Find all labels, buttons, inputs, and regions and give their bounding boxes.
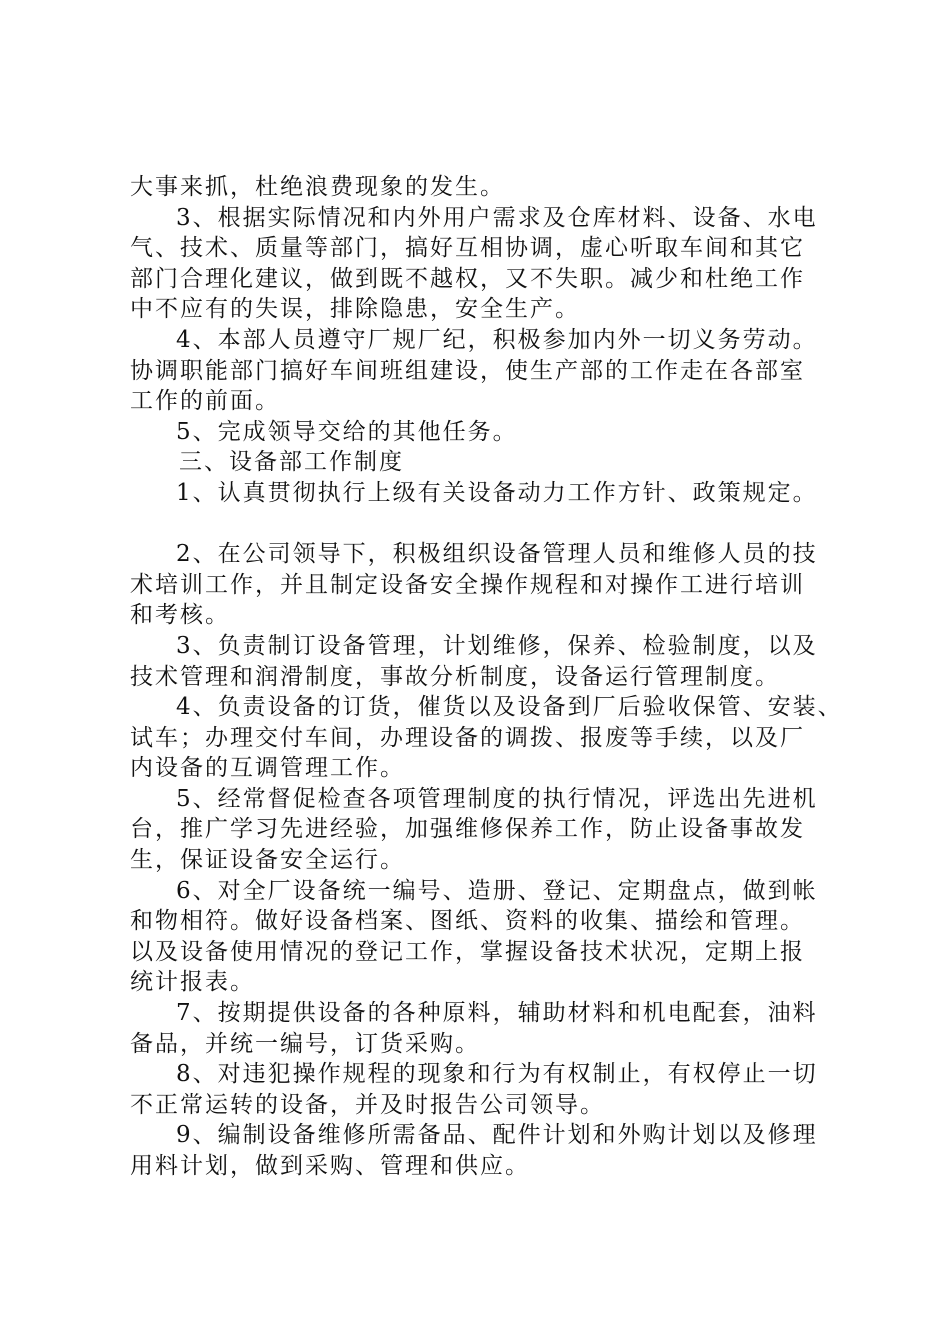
text-line: 和物相符。做好设备档案、图纸、资料的收集、描绘和管理。 (130, 908, 805, 935)
paragraph-start-line: 3、负责制订设备管理，计划维修，保养、检验制度，以及 (176, 632, 818, 659)
text-line: 用料计划，做到采购、管理和供应。 (130, 1153, 530, 1179)
text-line: 大事来抓，杜绝浪费现象的发生。 (130, 174, 505, 200)
paragraph-start-line: 3、根据实际情况和内外用户需求及仓库材料、设备、水电 (176, 204, 818, 231)
paragraph-start-line: 5、经常督促检查各项管理制度的执行情况，评选出先进机 (176, 785, 818, 812)
text-line: 气、技术、质量等部门，搞好互相协调，虚心听取车间和其它 (130, 235, 805, 262)
text-line: 生，保证设备安全运行。 (130, 847, 405, 874)
paragraph-start-line: 1、认真贯彻执行上级有关设备动力工作方针、政策规定。 (176, 479, 818, 506)
paragraph-start-line: 8、对违犯操作规程的现象和行为有权制止，有权停止一切 (176, 1061, 818, 1088)
blank-line (130, 509, 830, 540)
text-line: 部门合理化建议，做到既不越权，又不失职。减少和杜绝工作 (130, 265, 805, 292)
paragraph-start-line: 5、完成领导交给的其他任务。 (176, 418, 518, 445)
paragraph-start-line: 2、在公司领导下，积极组织设备管理人员和维修人员的技 (176, 541, 818, 568)
paragraph-start-line: 4、本部人员遵守厂规厂纪，积极参加内外一切义务劳动。 (176, 326, 818, 353)
text-line: 术培训工作，并且制定设备安全操作规程和对操作工进行培训 (130, 571, 805, 598)
text-line: 试车；办理交付车间，办理设备的调拨、报废等手续，以及厂 (130, 724, 805, 751)
text-line: 内设备的互调管理工作。 (130, 755, 405, 782)
text-line: 协调职能部门搞好车间班组建设，使生产部的工作走在各部室 (130, 357, 805, 384)
text-line: 中不应有的失误，排除隐患，安全生产。 (130, 296, 580, 323)
paragraph-start-line: 4、负责设备的订货，催货以及设备到厂后验收保管、安装、 (176, 694, 843, 721)
text-line: 和考核。 (130, 602, 230, 629)
text-line: 统计报表。 (130, 969, 255, 996)
text-line: 台，推广学习先进经验，加强维修保养工作，防止设备事故发 (130, 816, 805, 843)
paragraph-start-line: 9、编制设备维修所需备品、配件计划和外购计划以及修理 (176, 1122, 818, 1149)
text-line: 工作的前面。 (130, 388, 280, 415)
section-heading: 三、设备部工作制度 (179, 449, 404, 476)
text-line: 技术管理和润滑制度，事故分析制度，设备运行管理制度。 (130, 663, 780, 690)
document-body (130, 172, 843, 1182)
paragraph-start-line: 6、对全厂设备统一编号、造册、登记、定期盘点，做到帐 (176, 877, 818, 904)
text-line: 备品，并统一编号，订货采购。 (130, 1030, 480, 1057)
text-line: 不正常运转的设备，并及时报告公司领导。 (130, 1091, 605, 1118)
text-line: 以及设备使用情况的登记工作，掌握设备技术状况，定期上报 (130, 938, 805, 965)
paragraph-start-line: 7、按期提供设备的各种原料，辅助材料和机电配套，油料 (176, 1000, 818, 1027)
